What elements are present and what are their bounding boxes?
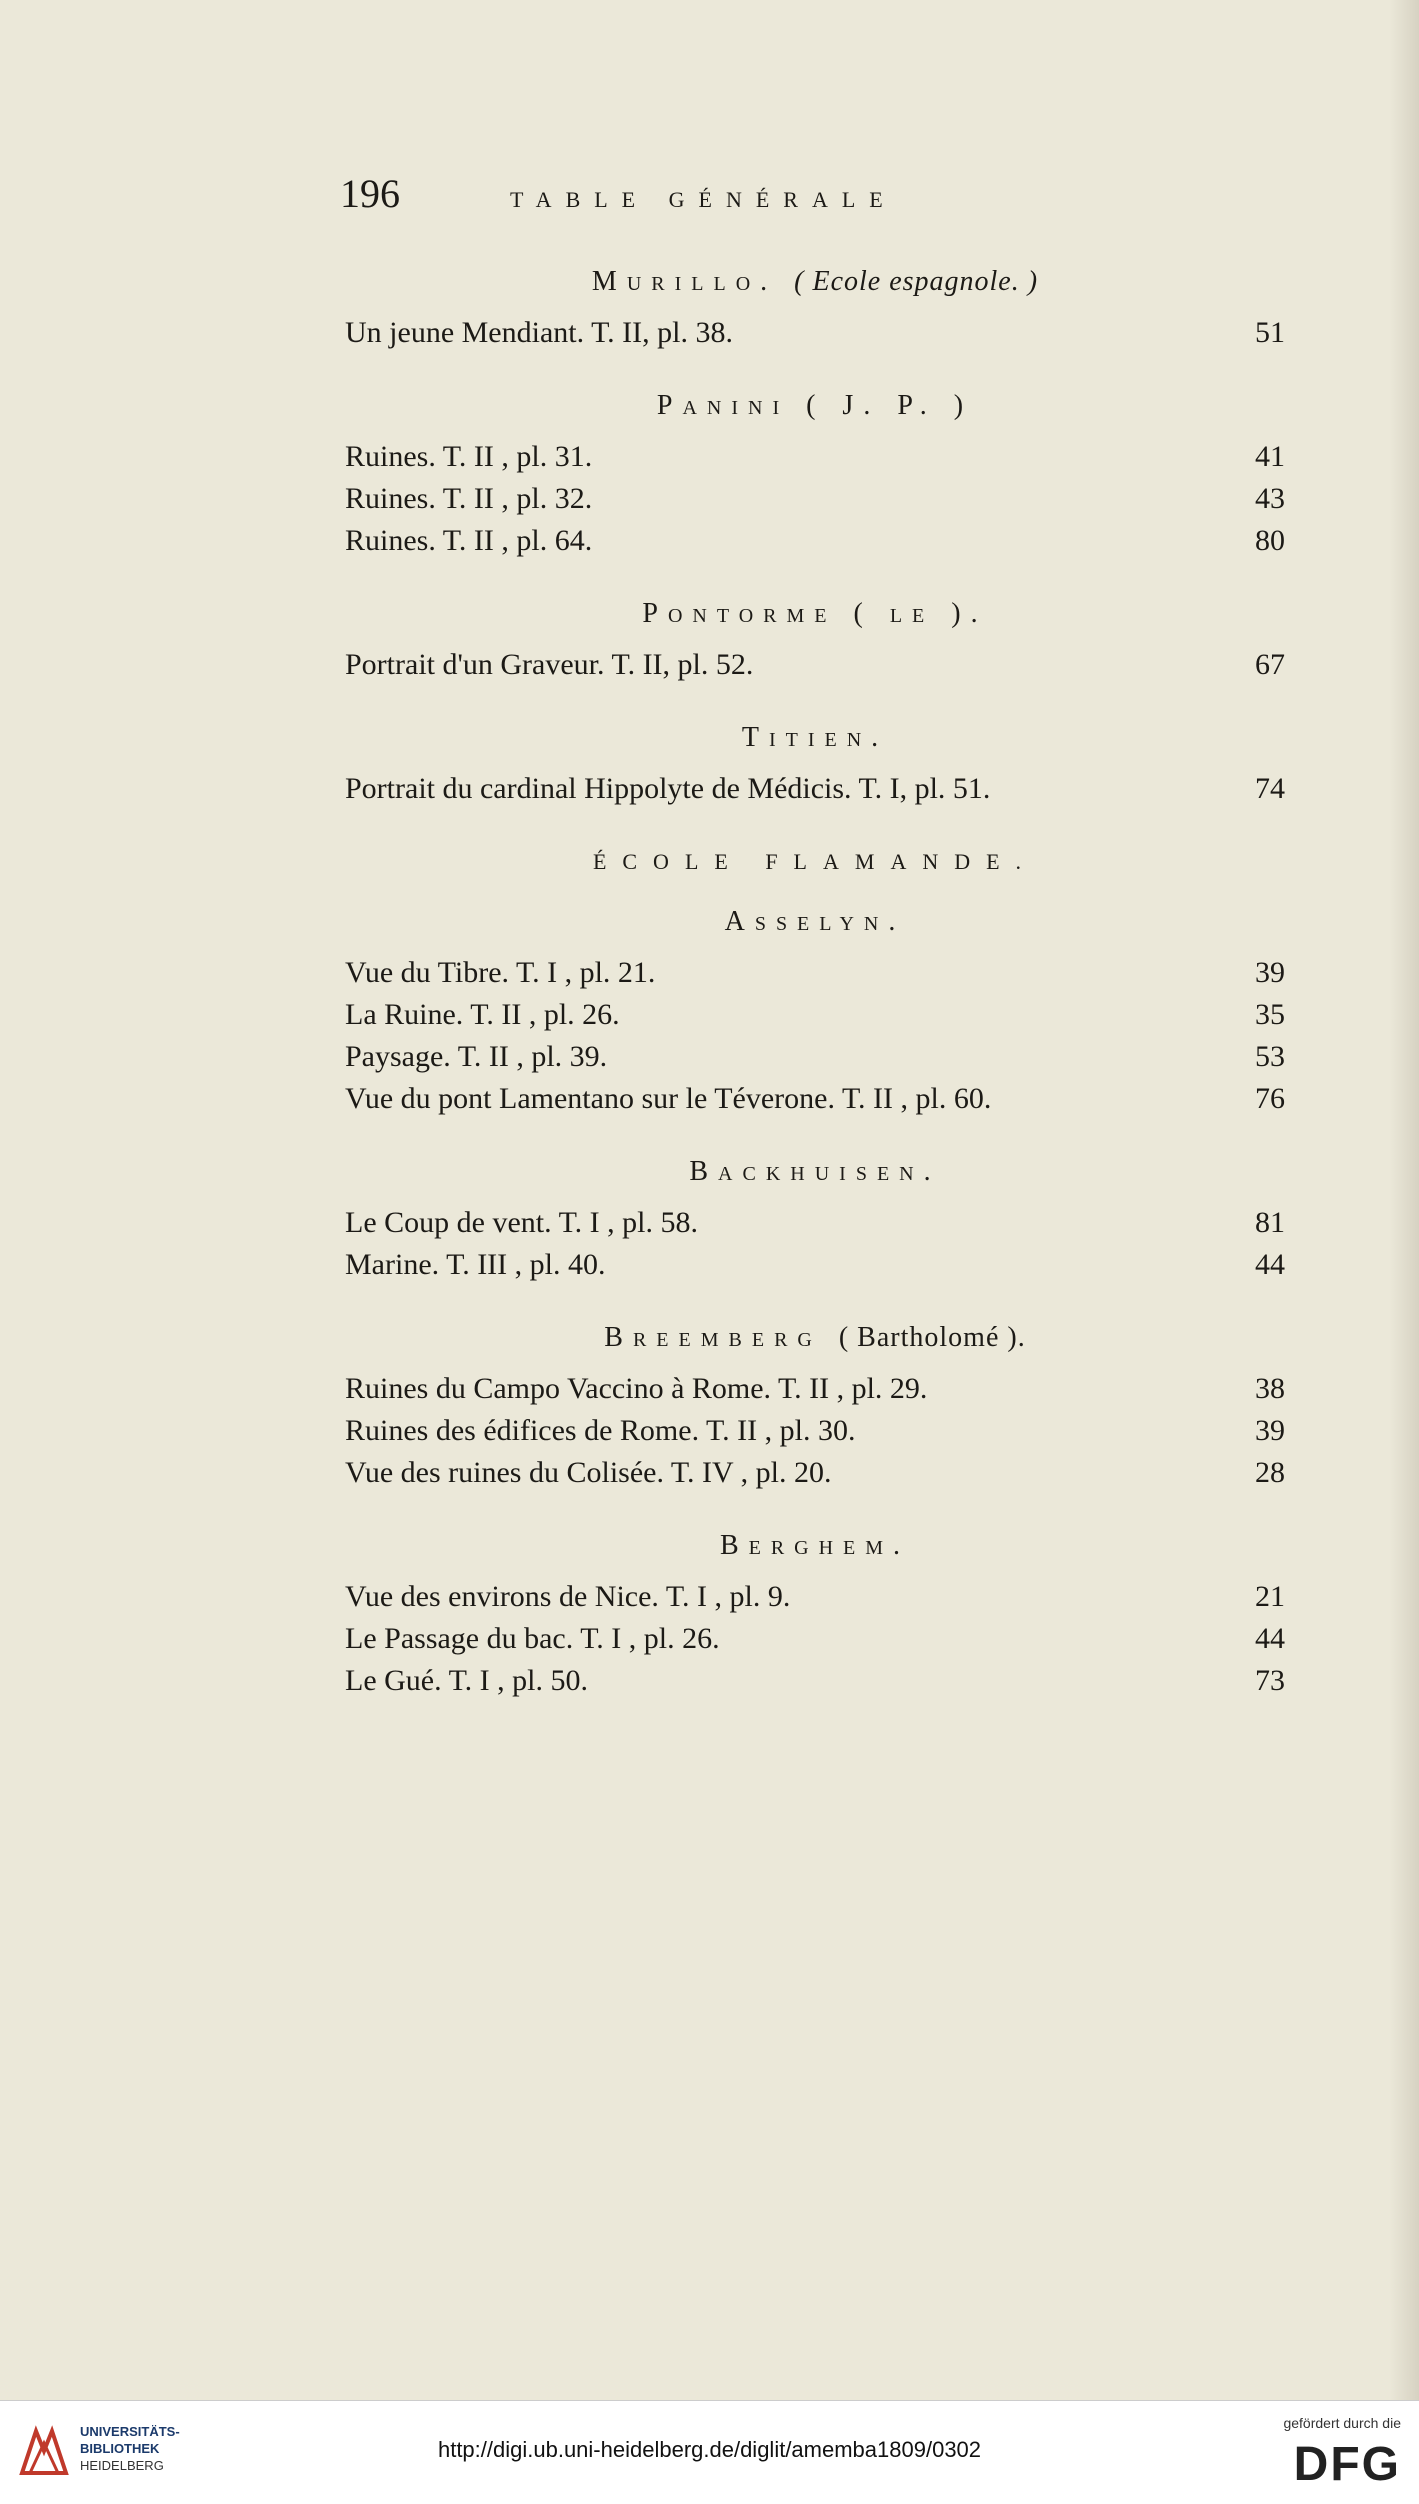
entry-text: Ruines du Campo Vaccino à Rome. T. II , pl. 29. <box>345 1372 928 1405</box>
entry-page: 39 <box>1255 956 1285 989</box>
entry-text: Le Gué. T. I , pl. 50. <box>345 1664 589 1697</box>
index-entry <box>345 436 1285 478</box>
index-entry <box>345 1576 1285 1618</box>
entry-text: Vue des ruines du Colisée. T. IV , pl. 20. <box>345 1456 832 1489</box>
permalink[interactable]: http://digi.ub.uni-heidelberg.de/diglit/amemba1809/0302 <box>437 2437 982 2462</box>
entry-page: 73 <box>1255 1664 1285 1697</box>
entry-text: Ruines des édifices de Rome. T. II , pl. 30. <box>345 1414 856 1447</box>
section-panini <box>345 376 1285 562</box>
entry-page: 44 <box>1255 1248 1285 1281</box>
entry-page: 53 <box>1255 1040 1285 1073</box>
running-title: TABLE GÉNÉRALE <box>510 187 897 212</box>
index-entry <box>345 1452 1285 1494</box>
section-heading: Titien. <box>741 722 889 753</box>
dfg-logo: DFG <box>1293 2438 1401 2491</box>
entry-text: Ruines. T. II , pl. 64. <box>345 524 593 557</box>
entry-page: 38 <box>1255 1372 1285 1405</box>
index-entry <box>345 1078 1285 1120</box>
entry-text: Vue du Tibre. T. I , pl. 21. <box>345 956 656 989</box>
entry-page: 43 <box>1255 482 1285 515</box>
section-pontorme <box>345 584 1285 686</box>
section-heading: Pontorme ( le ). <box>642 598 988 629</box>
entry-page: 44 <box>1255 1622 1285 1655</box>
index-entry <box>345 1244 1285 1286</box>
entry-page: 76 <box>1255 1082 1285 1115</box>
entry-text: Portrait d'un Graveur. T. II, pl. 52. <box>345 648 754 681</box>
institution-name: UNIVERSITÄTS- BIBLIOTHEK HEIDELBERG <box>80 2424 180 2473</box>
entry-text: Marine. T. III , pl. 40. <box>345 1248 606 1281</box>
section-berghem <box>345 1516 1285 1702</box>
entry-page: 74 <box>1255 772 1285 805</box>
section-heading: Berghem. <box>719 1530 911 1561</box>
entry-page: 39 <box>1255 1414 1285 1447</box>
index-entry <box>345 312 1285 354</box>
index-entry <box>345 520 1285 562</box>
entry-text: Portrait du cardinal Hippolyte de Médicis. T. I, pl. 51. <box>345 772 991 805</box>
entry-page: 81 <box>1255 1206 1285 1239</box>
entry-page: 41 <box>1255 440 1285 473</box>
section-note: ( Bartholomé ). <box>838 1322 1026 1353</box>
section-titien <box>345 708 1285 810</box>
index-content <box>345 252 1285 1724</box>
section-heading: Murillo. <box>591 266 778 297</box>
index-entry <box>345 994 1285 1036</box>
entry-text: Le Coup de vent. T. I , pl. 58. <box>345 1206 698 1239</box>
index-entry <box>345 1202 1285 1244</box>
entry-page: 67 <box>1255 648 1285 681</box>
entry-page: 21 <box>1255 1580 1285 1613</box>
entry-text: Ruines. T. II , pl. 32. <box>345 482 593 515</box>
entry-page: 35 <box>1255 998 1285 1031</box>
school-heading: ÉCOLE FLAMANDE. <box>592 849 1038 874</box>
section-asselyn <box>345 892 1285 1120</box>
section-note: ( Ecole espagnole. ) <box>794 266 1039 297</box>
section-backhuisen <box>345 1142 1285 1286</box>
section-murillo <box>345 252 1285 354</box>
page-number: 196 <box>340 171 400 216</box>
index-entry <box>345 1618 1285 1660</box>
index-entry <box>345 952 1285 994</box>
entry-page: 51 <box>1255 316 1285 349</box>
section-breemberg <box>345 1308 1285 1494</box>
section-heading: Asselyn. <box>724 906 906 937</box>
index-entry <box>345 644 1285 686</box>
entry-text: Vue du pont Lamentano sur le Téverone. T. II , pl. 60. <box>345 1082 992 1115</box>
entry-text: La Ruine. T. II , pl. 26. <box>345 998 620 1031</box>
index-entry <box>345 1410 1285 1452</box>
page-edge-shadow <box>1389 0 1419 2400</box>
entry-text: Vue des environs de Nice. T. I , pl. 9. <box>345 1580 791 1613</box>
viewer-footer <box>0 2400 1419 2504</box>
index-entry <box>345 1660 1285 1702</box>
entry-text: Le Passage du bac. T. I , pl. 26. <box>345 1622 720 1655</box>
entry-text: Paysage. T. II , pl. 39. <box>345 1040 608 1073</box>
funding-label: gefördert durch die <box>1283 2415 1401 2431</box>
section-heading: Backhuisen. <box>689 1156 941 1187</box>
index-entry <box>345 478 1285 520</box>
entry-text: Un jeune Mendiant. T. II, pl. 38. <box>345 316 733 349</box>
page-header <box>340 170 1120 217</box>
index-entry <box>345 1036 1285 1078</box>
index-entry <box>345 1368 1285 1410</box>
entry-text: Ruines. T. II , pl. 31. <box>345 440 593 473</box>
index-entry <box>345 768 1285 810</box>
section-heading: Breemberg <box>604 1322 822 1353</box>
section-heading: Panini ( J. P. ) <box>656 390 974 421</box>
entry-page: 28 <box>1255 1456 1285 1489</box>
entry-page: 80 <box>1255 524 1285 557</box>
